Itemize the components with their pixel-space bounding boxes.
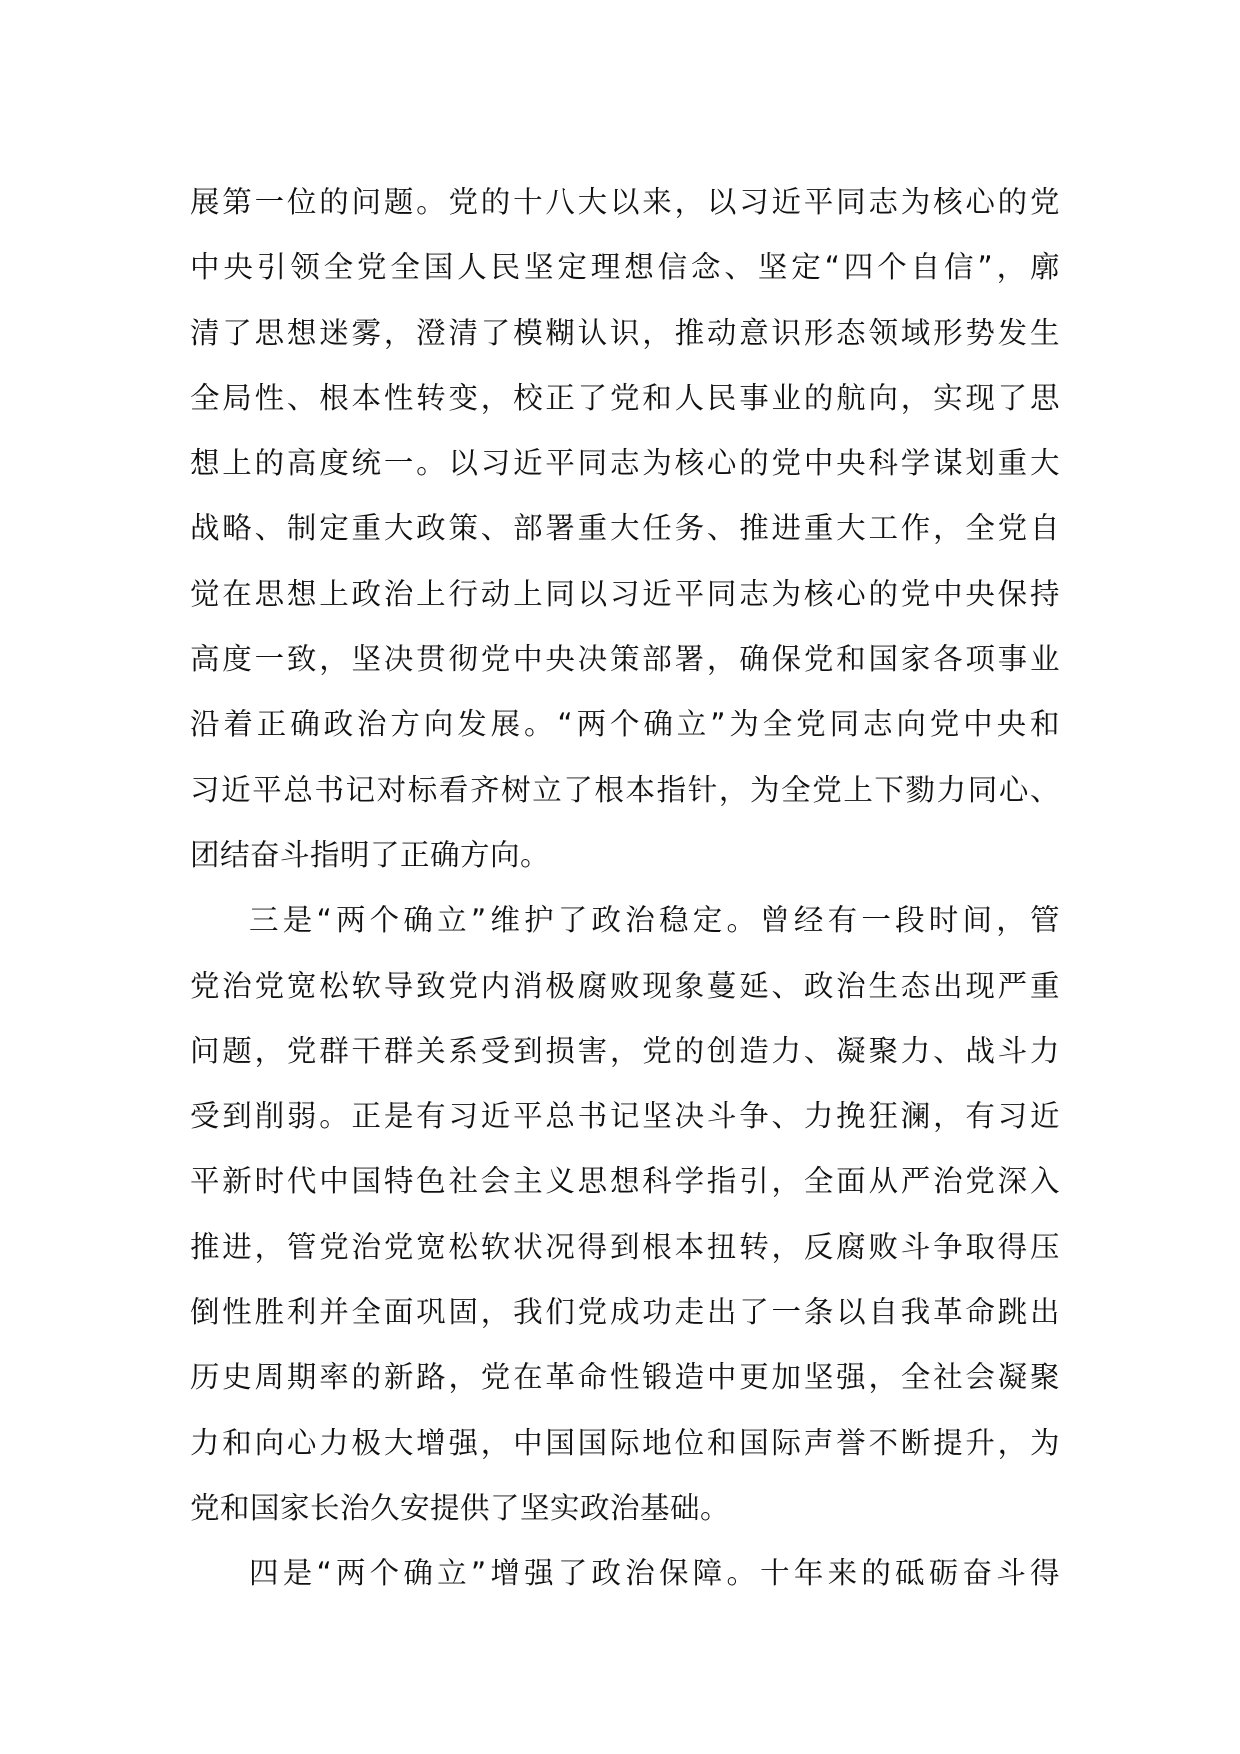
text-line: 高度一致，坚决贯彻党中央决策部署，确保党和国家各项事业 <box>190 642 1060 677</box>
text-line: 力和向心力极大增强，中国国际地位和国际声誉不断提升，为 <box>190 1425 1060 1460</box>
body-text <box>190 170 1060 1607</box>
text-line: 问题，党群干群关系受到损害，党的创造力、凝聚力、战斗力 <box>190 1033 1060 1068</box>
text-line: 推进，管党治党宽松软状况得到根本扭转，反腐败斗争取得压 <box>190 1229 1060 1264</box>
text-line: 四是“两个确立”增强了政治保障。十年来的砥砺奋斗得 <box>249 1556 1060 1591</box>
text-line: 倒性胜利并全面巩固，我们党成功走出了一条以自我革命跳出 <box>190 1295 1060 1330</box>
text-line: 党和国家长治久安提供了坚实政治基础。 <box>190 1490 731 1525</box>
text-line: 平新时代中国特色社会主义思想科学指引，全面从严治党深入 <box>190 1164 1060 1199</box>
text-line: 全局性、根本性转变，校正了党和人民事业的航向，实现了思 <box>190 380 1060 415</box>
text-line: 沿着正确政治方向发展。“两个确立”为全党同志向党中央和 <box>190 707 1060 742</box>
text-line: 想上的高度统一。以习近平同志为核心的党中央科学谋划重大 <box>190 446 1060 481</box>
text-line: 三是“两个确立”维护了政治稳定。曾经有一段时间，管 <box>249 903 1060 938</box>
text-line: 战略、制定重大政策、部署重大任务、推进重大工作，全党自 <box>190 511 1060 546</box>
text-line: 中央引领全党全国人民坚定理想信念、坚定“四个自信”，廓 <box>190 250 1060 285</box>
text-line: 团结奋斗指明了正确方向。 <box>190 837 551 872</box>
text-line: 清了思想迷雾，澄清了模糊认识，推动意识形态领域形势发生 <box>190 315 1060 350</box>
text-line: 受到削弱。正是有习近平总书记坚决斗争、力挽狂澜，有习近 <box>190 1099 1060 1134</box>
text-line: 历史周期率的新路，党在革命性锻造中更加坚强，全社会凝聚 <box>190 1360 1060 1395</box>
text-line: 习近平总书记对标看齐树立了根本指针，为全党上下勠力同心、 <box>190 772 1060 807</box>
text-line: 展第一位的问题。党的十八大以来，以习近平同志为核心的党 <box>190 185 1060 219</box>
text-line: 觉在思想上政治上行动上同以习近平同志为核心的党中央保持 <box>190 576 1060 611</box>
text-line: 党治党宽松软导致党内消极腐败现象蔓延、政治生态出现严重 <box>190 968 1060 1003</box>
